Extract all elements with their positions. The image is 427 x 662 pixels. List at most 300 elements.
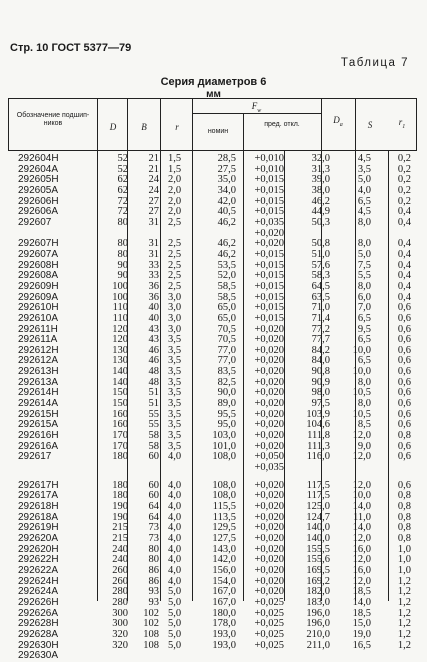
cell-r: 4,0 bbox=[168, 479, 182, 491]
cell-S: 6,5 bbox=[357, 334, 371, 346]
cell-S: 10,0 bbox=[352, 490, 371, 502]
cell-designation: 292628H bbox=[18, 618, 59, 630]
cell-S: 3,5 bbox=[357, 163, 371, 175]
cell-D: 170 bbox=[112, 430, 128, 442]
cell-r1: 0,8 bbox=[397, 430, 411, 442]
cell-nominal: 108,0 bbox=[212, 479, 236, 491]
cell-Da: 71,4 bbox=[311, 312, 330, 324]
cell-designation: 292606H bbox=[18, 195, 59, 207]
cell-nominal: 178,0 bbox=[212, 618, 236, 630]
cell-nominal: 101,0 bbox=[212, 440, 236, 452]
cell-r1: 0,8 bbox=[397, 490, 411, 502]
cell-nominal: 180,0 bbox=[212, 607, 236, 619]
cell-deviation: +0,020 bbox=[254, 430, 284, 442]
cell-S: 5,0 bbox=[357, 248, 371, 260]
cell-B: 40 bbox=[148, 302, 159, 314]
cell-r1: 0,6 bbox=[397, 302, 411, 314]
cell-B: 46 bbox=[148, 355, 159, 367]
cell-r1: 0,2 bbox=[397, 163, 411, 175]
cell-Da: 44,9 bbox=[311, 206, 330, 218]
cell-D: 300 bbox=[112, 607, 128, 619]
cell-r1: 1,2 bbox=[397, 607, 411, 619]
cell-r: 3,5 bbox=[168, 398, 182, 410]
cell-deviation: +0,015 bbox=[254, 280, 284, 292]
cell-deviation: +0,020 bbox=[254, 511, 284, 523]
cell-designation: 292626H bbox=[18, 596, 59, 608]
col-r1: $r_1$ bbox=[398, 117, 406, 130]
cell-nominal: 193,0 bbox=[212, 639, 236, 651]
cell-B: 108 bbox=[143, 628, 159, 640]
cell-designation: 292622A bbox=[18, 564, 59, 576]
cell-r: 3,0 bbox=[168, 312, 182, 324]
cell-D: 150 bbox=[112, 387, 128, 399]
cell-deviation: +0,020 bbox=[254, 398, 284, 410]
cell-r1: 1,0 bbox=[397, 554, 411, 566]
cell-Da: 57,6 bbox=[311, 259, 330, 271]
cell-D: 280 bbox=[112, 586, 128, 598]
cell-S: 6,5 bbox=[357, 195, 371, 207]
cell-Da: 31,3 bbox=[311, 163, 330, 175]
cell-designation: 292605H bbox=[18, 174, 59, 186]
cell-D: 320 bbox=[112, 628, 128, 640]
cell-r1: 0,4 bbox=[397, 216, 411, 228]
cell-r1: 0,6 bbox=[397, 376, 411, 388]
cell-nominal: 167,0 bbox=[212, 586, 236, 598]
cell-D: 190 bbox=[112, 501, 128, 512]
cell-D: 120 bbox=[112, 334, 128, 346]
cell-B: 58 bbox=[148, 430, 159, 442]
cell-D: 215 bbox=[112, 532, 128, 544]
cell-r: 1,5 bbox=[168, 163, 182, 175]
cell-D: 280 bbox=[112, 596, 128, 608]
cell-Da: 116,0 bbox=[306, 451, 330, 463]
cell-nominal: 83,5 bbox=[217, 366, 236, 378]
cell-S: 4,0 bbox=[357, 184, 371, 196]
cell-nominal: 142,0 bbox=[212, 554, 236, 566]
cell-r1: 0,6 bbox=[397, 440, 411, 452]
cell-B: 33 bbox=[148, 270, 159, 282]
cell-Da: 211,0 bbox=[306, 639, 330, 651]
cell-r: 3,5 bbox=[168, 366, 182, 378]
cell-D: 180 bbox=[112, 479, 128, 491]
cell-Da: 32,0 bbox=[311, 153, 330, 164]
cell-S: 14,0 bbox=[352, 596, 371, 608]
cell-r1: 0,2 bbox=[397, 174, 411, 186]
cell-r: 1,5 bbox=[168, 153, 182, 164]
cell-Da: 98,0 bbox=[311, 387, 330, 399]
cell-r: 3,5 bbox=[168, 355, 182, 367]
cell-S: 8,5 bbox=[357, 419, 371, 431]
cell-S: 15,0 bbox=[352, 618, 371, 630]
cell-designation: 292614H bbox=[18, 387, 59, 399]
cell-B: 27 bbox=[148, 206, 159, 218]
cell-S: 19,0 bbox=[352, 628, 371, 640]
cell-nominal: 156,0 bbox=[212, 564, 236, 576]
cell-Da: 140,0 bbox=[306, 532, 330, 544]
cell-S: 12,0 bbox=[352, 554, 371, 566]
cell-r: 2,5 bbox=[168, 270, 182, 282]
cell-Da: 117,5 bbox=[306, 490, 330, 502]
cell-Da: 124,7 bbox=[306, 511, 330, 523]
cell-r: 4,0 bbox=[168, 522, 182, 534]
cell-nominal: 90,0 bbox=[217, 387, 236, 399]
cell-deviation: +0,025 bbox=[254, 639, 284, 651]
cell-r: 5,0 bbox=[168, 628, 182, 640]
cell-designation: 292604H bbox=[18, 153, 59, 164]
cell-Da: 169,5 bbox=[306, 564, 330, 576]
cell-designation: 292630A bbox=[18, 650, 59, 662]
cell-S: 5,5 bbox=[357, 270, 371, 282]
cell-deviation: +0,020 bbox=[254, 238, 284, 250]
cell-S: 6,5 bbox=[357, 355, 371, 367]
col-nominal: номин bbox=[207, 128, 229, 135]
cell-S: 6,5 bbox=[357, 312, 371, 324]
cell-Da: 38,0 bbox=[311, 184, 330, 196]
cell-r: 5,0 bbox=[168, 596, 182, 608]
table-row bbox=[0, 598, 427, 609]
cell-S: 4,5 bbox=[357, 153, 371, 164]
cell-designation: 292604A bbox=[18, 163, 59, 175]
cell-nominal: 167,0 bbox=[212, 596, 236, 608]
cell-deviation: +0,015 bbox=[254, 302, 284, 314]
cell-B: 21 bbox=[148, 163, 159, 175]
cell-designation: 292608A bbox=[18, 270, 59, 282]
cell-Da: 183,0 bbox=[306, 596, 330, 608]
cell-nominal: 108,0 bbox=[212, 490, 236, 502]
cell-r: 2,5 bbox=[168, 280, 182, 292]
cell-D: 62 bbox=[117, 174, 128, 186]
cell-r: 3,0 bbox=[168, 323, 182, 335]
cell-D: 80 bbox=[117, 238, 128, 250]
cell-designation: 292609A bbox=[18, 291, 59, 303]
cell-r: 4,0 bbox=[168, 501, 182, 512]
cell-designation: 292605A bbox=[18, 184, 59, 196]
cell-r1: 0,4 bbox=[397, 206, 411, 218]
cell-S: 6,0 bbox=[357, 291, 371, 303]
cell-S: 18,5 bbox=[352, 586, 371, 598]
cell-S: 10,5 bbox=[352, 408, 371, 420]
cell-deviation: +0,025 bbox=[254, 596, 284, 608]
table-row bbox=[0, 641, 427, 652]
cell-r: 3,5 bbox=[168, 430, 182, 442]
cell-Da: 111,8 bbox=[307, 430, 330, 442]
table-row bbox=[0, 651, 427, 662]
cell-nominal: 40,5 bbox=[217, 206, 236, 218]
cell-nominal: 34,0 bbox=[217, 184, 236, 196]
cell-Da: 196,0 bbox=[306, 607, 330, 619]
cell-nominal: 127,5 bbox=[212, 532, 236, 544]
table-row bbox=[0, 250, 427, 261]
cell-B: 80 bbox=[148, 543, 159, 555]
cell-nominal: 35,0 bbox=[217, 174, 236, 186]
cell-D: 110 bbox=[112, 312, 128, 324]
cell-r: 4,0 bbox=[168, 564, 182, 576]
cell-deviation: +0,020 bbox=[254, 501, 284, 512]
cell-B: 46 bbox=[148, 344, 159, 356]
cell-deviation: +0,020 bbox=[254, 355, 284, 367]
cell-r1: 1,2 bbox=[397, 639, 411, 651]
cell-S: 8,0 bbox=[357, 280, 371, 292]
col-r1-label: r bbox=[398, 117, 403, 127]
cell-B: 36 bbox=[148, 280, 159, 292]
col-deviation: пред. откл. bbox=[264, 121, 300, 128]
cell-B: 43 bbox=[148, 323, 159, 335]
cell-nominal: 53,5 bbox=[217, 259, 236, 271]
cell-S: 8,0 bbox=[357, 398, 371, 410]
cell-D: 80 bbox=[117, 248, 128, 260]
cell-designation: 292607H bbox=[18, 238, 59, 250]
cell-D: 320 bbox=[112, 639, 128, 651]
cell-r1: 0,8 bbox=[397, 522, 411, 534]
cell-r1: 0,6 bbox=[397, 408, 411, 420]
cell-Da: 39,0 bbox=[311, 174, 330, 186]
cell-D: 260 bbox=[112, 575, 128, 587]
col-designation: Обозначение подшип-ников bbox=[16, 112, 90, 127]
table-row bbox=[0, 452, 427, 463]
cell-deviation: +0,035 bbox=[254, 216, 284, 228]
cell-S: 12,0 bbox=[352, 479, 371, 491]
cell-r1: 1,0 bbox=[397, 543, 411, 555]
cell-designation: 292606A bbox=[18, 206, 59, 218]
cell-D: 110 bbox=[112, 302, 128, 314]
cell-B: 21 bbox=[148, 153, 159, 164]
cell-B: 40 bbox=[148, 312, 159, 324]
cell-D: 180 bbox=[112, 490, 128, 502]
cell-Da: 64,5 bbox=[311, 280, 330, 292]
cell-nominal: 58,5 bbox=[217, 280, 236, 292]
cell-nominal: 65,0 bbox=[217, 312, 236, 324]
cell-designation: 292611A bbox=[18, 334, 58, 346]
cell-designation: 292613A bbox=[18, 376, 59, 388]
cell-designation: 292620H bbox=[18, 543, 59, 555]
cell-designation: 292612A bbox=[18, 355, 59, 367]
cell-S: 8,0 bbox=[357, 376, 371, 388]
cell-designation: 292618H bbox=[18, 501, 59, 512]
cell-B: 60 bbox=[148, 490, 159, 502]
cell-Da: 97,5 bbox=[311, 398, 330, 410]
cell-deviation: +0,020 bbox=[254, 227, 284, 239]
cell-nominal: 95,5 bbox=[217, 408, 236, 420]
cell-nominal: 115,5 bbox=[212, 501, 236, 512]
cell-B: 93 bbox=[148, 596, 159, 608]
cell-Da: 111,3 bbox=[307, 440, 330, 452]
cell-Da: 71,0 bbox=[311, 302, 330, 314]
cell-r: 3,5 bbox=[168, 419, 182, 431]
cell-r: 2,0 bbox=[168, 174, 182, 186]
cell-B: 43 bbox=[148, 334, 159, 346]
cell-Da: 169,2 bbox=[306, 575, 330, 587]
col-Da: $D_a$ bbox=[333, 115, 343, 128]
cell-r1: 0,6 bbox=[397, 387, 411, 399]
cell-r: 5,0 bbox=[168, 586, 182, 598]
cell-r: 3,0 bbox=[168, 291, 182, 303]
cell-r1: 0,4 bbox=[397, 270, 411, 282]
cell-D: 160 bbox=[112, 408, 128, 420]
cell-D: 170 bbox=[112, 440, 128, 452]
cell-designation: 292617 bbox=[18, 451, 52, 463]
cell-designation: 292610H bbox=[18, 302, 59, 314]
cell-Da: 210,0 bbox=[306, 628, 330, 640]
cell-Da: 51,0 bbox=[311, 248, 330, 260]
table-row bbox=[0, 218, 427, 229]
cell-r1: 0,6 bbox=[397, 419, 411, 431]
cell-r1: 0,4 bbox=[397, 280, 411, 292]
cell-D: 52 bbox=[117, 153, 128, 164]
cell-deviation: +0,015 bbox=[254, 312, 284, 324]
cell-S: 12,0 bbox=[352, 575, 371, 587]
cell-B: 31 bbox=[148, 216, 159, 228]
cell-deviation: +0,015 bbox=[254, 291, 284, 303]
cell-r: 2,0 bbox=[168, 206, 182, 218]
cell-designation: 292616A bbox=[18, 440, 59, 452]
cell-designation: 292608H bbox=[18, 259, 59, 271]
cell-r1: 0,6 bbox=[397, 344, 411, 356]
cell-deviation: +0,020 bbox=[254, 575, 284, 587]
cell-r: 5,0 bbox=[168, 607, 182, 619]
cell-deviation: +0,050 bbox=[254, 451, 284, 463]
cell-Da: 182,0 bbox=[306, 586, 330, 598]
cell-designation: 292615A bbox=[18, 419, 59, 431]
cell-D: 260 bbox=[112, 564, 128, 576]
cell-D: 140 bbox=[112, 366, 128, 378]
col-S: S bbox=[367, 120, 373, 130]
cell-Da: 103,9 bbox=[306, 408, 330, 420]
cell-D: 130 bbox=[112, 344, 128, 356]
cell-S: 7,0 bbox=[357, 302, 371, 314]
cell-deviation: +0,015 bbox=[254, 195, 284, 207]
cell-B: 31 bbox=[148, 238, 159, 250]
cell-D: 90 bbox=[117, 270, 128, 282]
cell-D: 160 bbox=[112, 419, 128, 431]
cell-S: 12,0 bbox=[352, 430, 371, 442]
cell-Da: 50,8 bbox=[311, 238, 330, 250]
cell-r1: 0,4 bbox=[397, 238, 411, 250]
cell-Da: 84,0 bbox=[311, 355, 330, 367]
cell-deviation: +0,010 bbox=[254, 163, 284, 175]
cell-designation: 292626A bbox=[18, 607, 59, 619]
cell-B: 55 bbox=[148, 408, 159, 420]
cell-r: 2,5 bbox=[168, 259, 182, 271]
cell-designation: 292618A bbox=[18, 511, 59, 523]
cell-r1: 0,2 bbox=[397, 153, 411, 164]
cell-D: 90 bbox=[117, 259, 128, 271]
cell-r: 3,5 bbox=[168, 408, 182, 420]
cell-D: 240 bbox=[112, 554, 128, 566]
cell-D: 140 bbox=[112, 376, 128, 388]
cell-designation: 292607 bbox=[18, 216, 52, 228]
cell-B: 48 bbox=[148, 376, 159, 388]
cell-S: 10,0 bbox=[352, 344, 371, 356]
cell-r1: 1,0 bbox=[397, 564, 411, 576]
cell-deviation: +0,020 bbox=[254, 419, 284, 431]
cell-D: 180 bbox=[112, 451, 128, 463]
cell-Da: 58,3 bbox=[311, 270, 330, 282]
cell-B: 80 bbox=[148, 554, 159, 566]
cell-D: 300 bbox=[112, 618, 128, 630]
cell-nominal: 95,0 bbox=[217, 419, 236, 431]
cell-deviation: +0,015 bbox=[254, 184, 284, 196]
cell-r: 3,5 bbox=[168, 376, 182, 388]
cell-S: 16,0 bbox=[352, 543, 371, 555]
cell-deviation: +0,015 bbox=[254, 259, 284, 271]
cell-S: 18,5 bbox=[352, 607, 371, 619]
cell-S: 9,0 bbox=[357, 440, 371, 452]
cell-B: 55 bbox=[148, 419, 159, 431]
cell-r1: 0,6 bbox=[397, 398, 411, 410]
col-D: D bbox=[109, 122, 117, 132]
cell-nominal: 113,5 bbox=[212, 511, 236, 523]
cell-deviation: +0,020 bbox=[254, 323, 284, 335]
cell-nominal: 89,0 bbox=[217, 398, 236, 410]
cell-r: 2,5 bbox=[168, 216, 182, 228]
cell-designation: 292611H bbox=[18, 323, 58, 335]
cell-S: 12,0 bbox=[352, 451, 371, 463]
cell-deviation: +0,020 bbox=[254, 387, 284, 399]
cell-r: 4,0 bbox=[168, 554, 182, 566]
cell-r: 3,5 bbox=[168, 440, 182, 452]
cell-designation: 292610A bbox=[18, 312, 59, 324]
cell-B: 86 bbox=[148, 575, 159, 587]
cell-nominal: 103,0 bbox=[212, 430, 236, 442]
cell-D: 100 bbox=[112, 291, 128, 303]
cell-designation: 292613H bbox=[18, 366, 59, 378]
cell-S: 16,5 bbox=[352, 639, 371, 651]
cell-Da: 90,8 bbox=[311, 366, 330, 378]
cell-nominal: 46,2 bbox=[217, 238, 236, 250]
cell-S: 7,5 bbox=[357, 259, 371, 271]
cell-deviation: +0,015 bbox=[254, 270, 284, 282]
cell-B: 86 bbox=[148, 564, 159, 576]
cell-S: 12,0 bbox=[352, 532, 371, 544]
cell-Da: 63,5 bbox=[311, 291, 330, 303]
cell-nominal: 143,0 bbox=[212, 543, 236, 555]
cell-B: 24 bbox=[148, 184, 159, 196]
table-body bbox=[0, 154, 427, 662]
cell-B: 51 bbox=[148, 398, 159, 410]
cell-designation: 292612H bbox=[18, 344, 59, 356]
cell-deviation: +0,020 bbox=[254, 334, 284, 346]
cell-B: 36 bbox=[148, 291, 159, 303]
cell-D: 150 bbox=[112, 398, 128, 410]
cell-nominal: 28,5 bbox=[217, 153, 236, 164]
table-label: Таблица 7 bbox=[340, 57, 409, 69]
cell-nominal: 77,0 bbox=[217, 355, 236, 367]
cell-Da: 46,2 bbox=[311, 195, 330, 207]
cell-r: 3,5 bbox=[168, 344, 182, 356]
cell-S: 11,0 bbox=[353, 511, 371, 523]
cell-r1: 0,4 bbox=[397, 248, 411, 260]
cell-Da: 50,3 bbox=[311, 216, 330, 228]
cell-deviation: +0,020 bbox=[254, 532, 284, 544]
cell-Da: 155,6 bbox=[306, 554, 330, 566]
cell-nominal: 70,5 bbox=[217, 334, 236, 346]
cell-deviation: +0,015 bbox=[254, 248, 284, 260]
cell-nominal: 154,0 bbox=[212, 575, 236, 587]
cell-B: 33 bbox=[148, 259, 159, 271]
cell-r1: 0,8 bbox=[397, 532, 411, 544]
cell-Da: 104,6 bbox=[306, 419, 330, 431]
cell-Da: 90,9 bbox=[311, 376, 330, 388]
cell-r1: 0,6 bbox=[397, 355, 411, 367]
cell-r1: 0,6 bbox=[397, 323, 411, 335]
cell-D: 72 bbox=[117, 195, 128, 207]
cell-r1: 0,2 bbox=[397, 184, 411, 196]
units-label: мм bbox=[206, 89, 221, 100]
cell-r1: 0,8 bbox=[397, 501, 411, 512]
series-title: Серия диаметров 6 bbox=[160, 76, 267, 88]
cell-B: 102 bbox=[143, 607, 159, 619]
cell-Da: 155,5 bbox=[306, 543, 330, 555]
